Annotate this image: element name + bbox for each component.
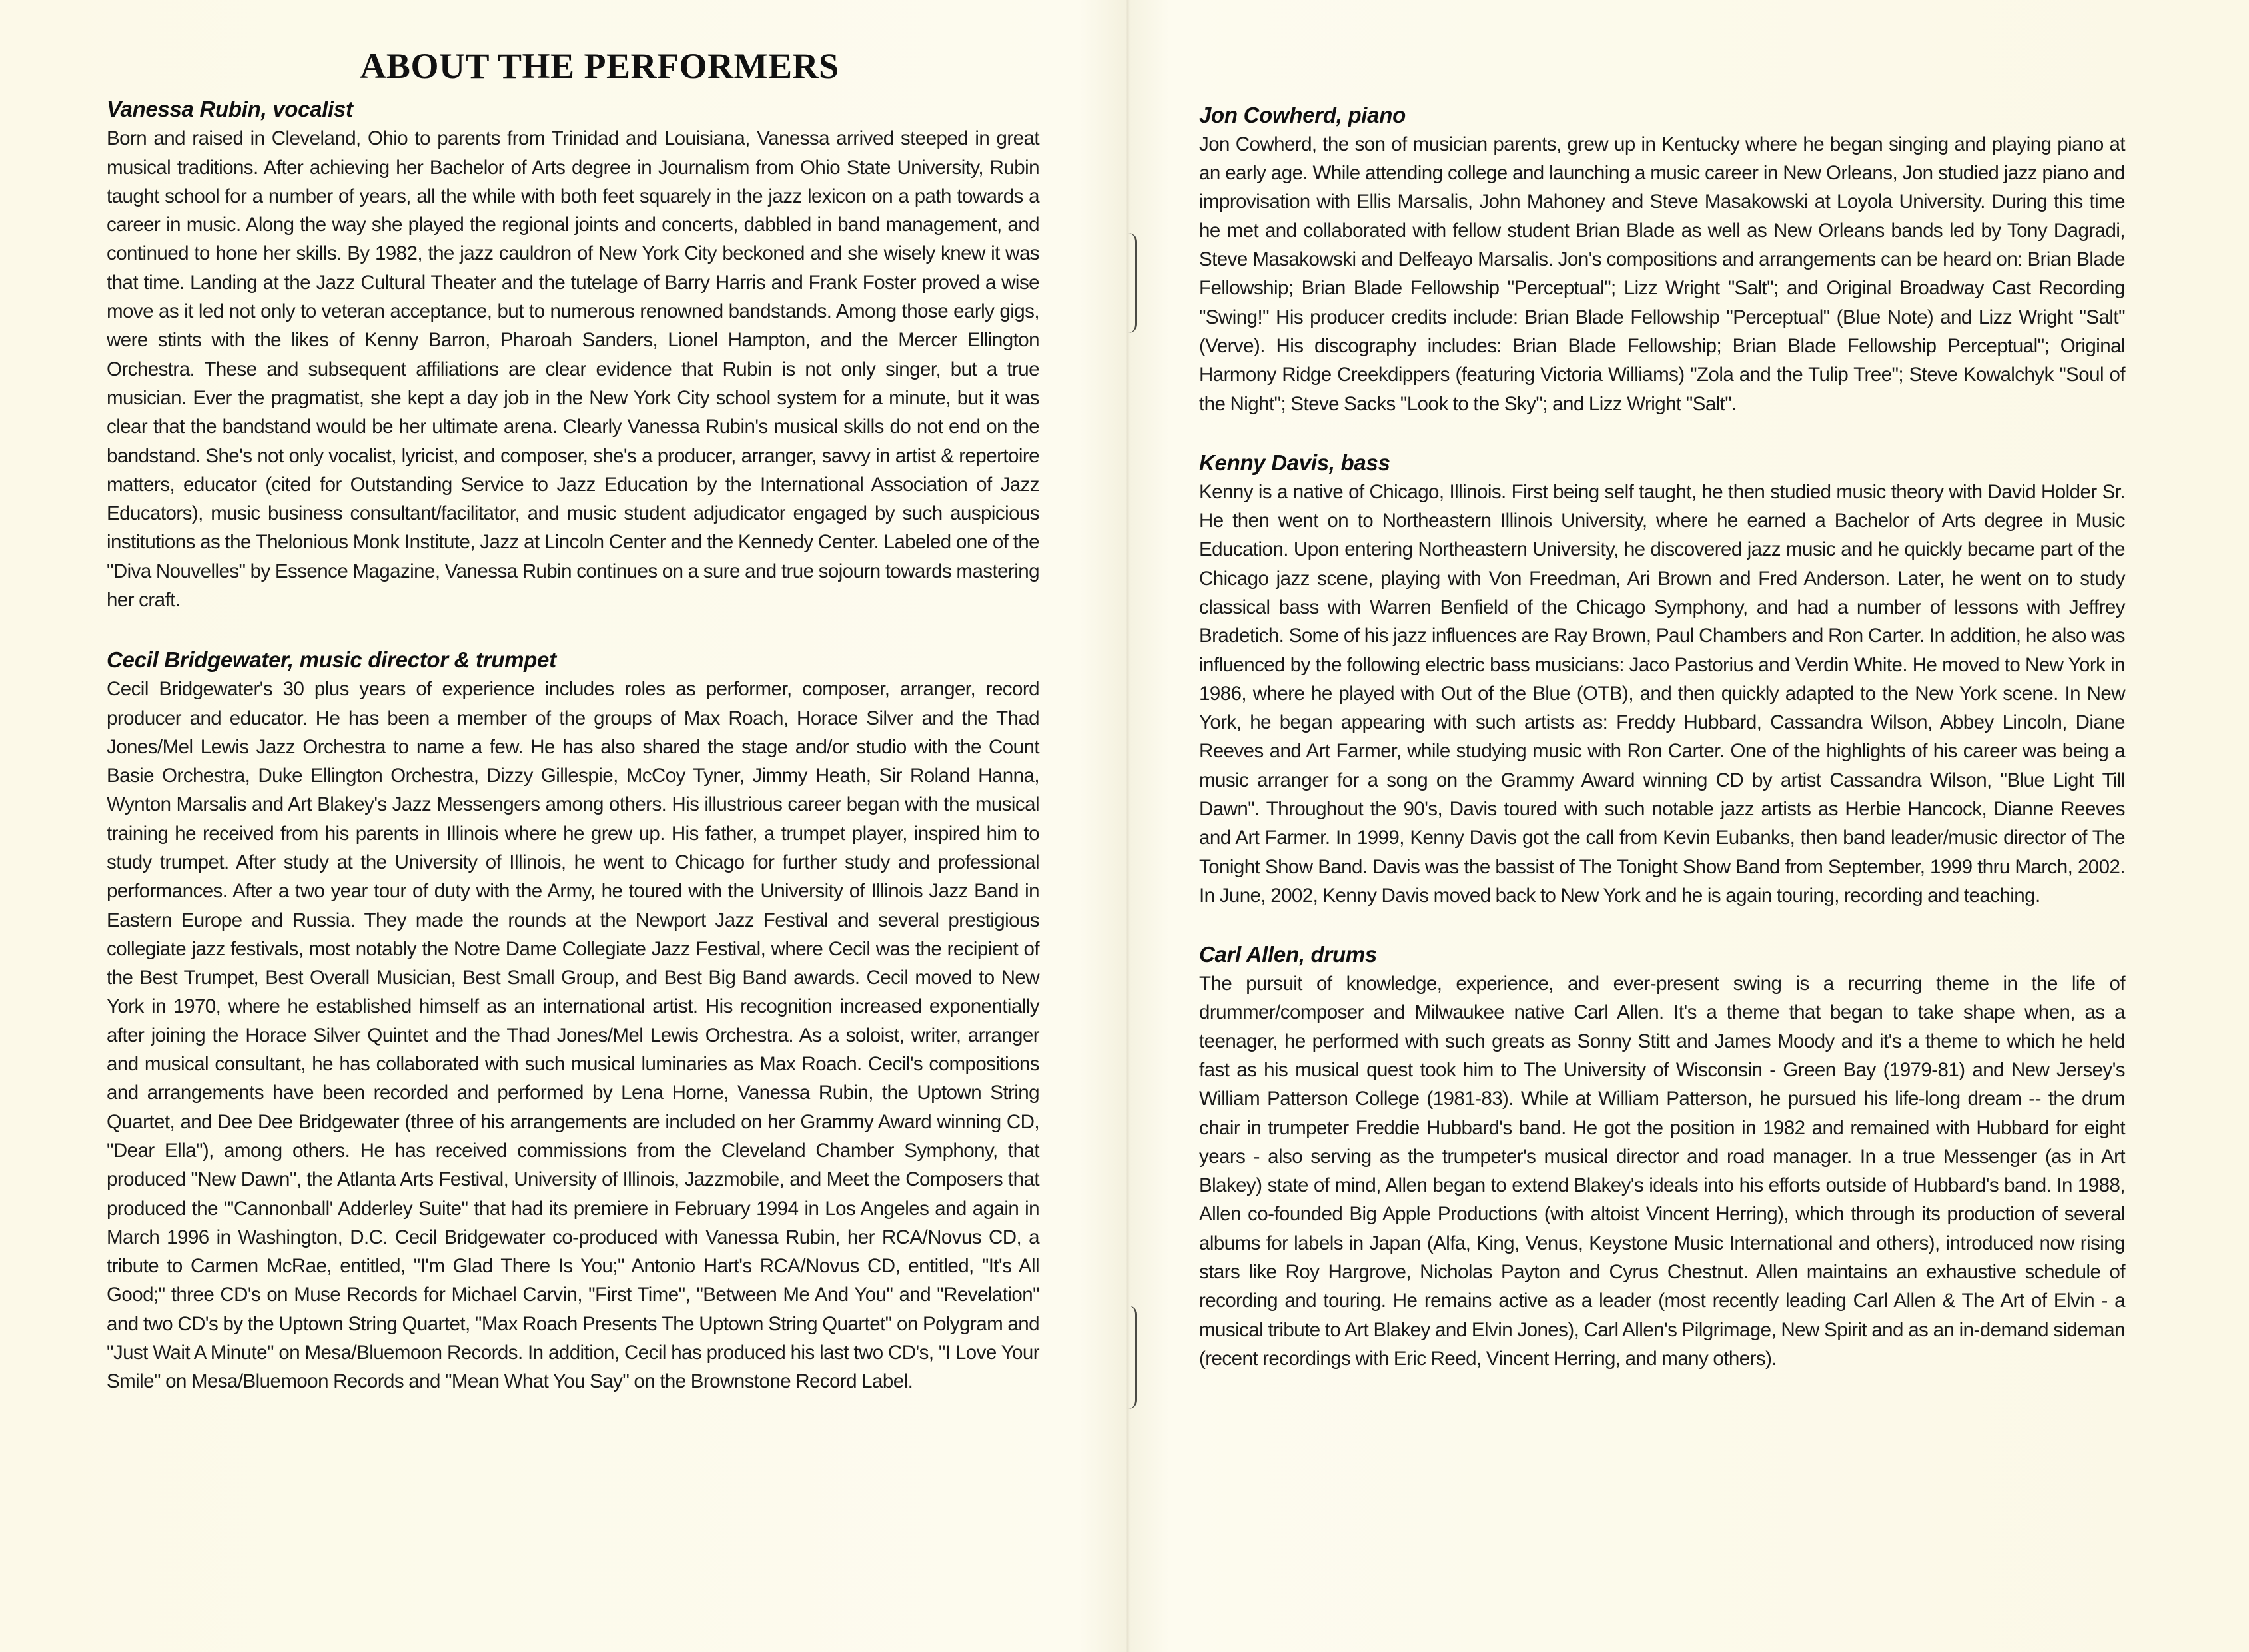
performer-heading: Jon Cowherd, piano — [1199, 103, 1406, 127]
binding-staple-bottom — [1128, 1306, 1137, 1409]
page-title: ABOUT THE PERFORMERS — [360, 46, 839, 86]
performer-bio-jon-cowherd — [1199, 101, 2125, 418]
performer-bio-text: Jon Cowherd, the son of musician parents, grew up in Kentucky where he began singing and playing piano at an early age. While attending college and launching a music career in New Orleans, Jon studied jazz piano and improvisation with Ellis Marsalis, John Mahoney and Steve Masakowski at Loyola University. During this time he met and collaborated with fellow student Brian Blade as well as New Orleans bands led by Tony Dagradi, Steve Masakowski and Delfeayo Marsalis. Jon's compositions and arrangements can be heard on: Brian Blade Fellowship; Brian Blade Fellowship "Perceptual"; Lizz Wright "Salt"; and Original Broadway Cast Recording "Swing!" His producer credits include: Brian Blade Fellowship "Perceptual" (Blue Note) and Lizz Wright "Salt" (Verve). His discography includes: Brian Blade Fellowship; Brian Blade Fellowship Perceptual"; Original Harmony Ridge Creekdippers (featuring Victoria Williams) "Zola and the Tulip Tree"; Steve Kowalchyk "Soul of the Night"; Steve Sacks "Look to the Sky"; and Lizz Wright "Salt". — [1199, 133, 2125, 415]
binding-staple-top — [1128, 233, 1137, 333]
right-page — [1199, 0, 2125, 1373]
performer-bio-text: The pursuit of knowledge, experience, and ever-present swing is a recurring theme in the life of drummer/composer and Milwaukee native Carl Allen. It's a theme that began to take shape when, as a teenager, he performed with such greats as Sonny Stitt and James Moody and it's a theme to which he held fast as his musical quest took him to The University of Wisconsin - Green Bay (1979-81) and New Jersey's William Patterson College (1981-83). While at William Patterson, he pursued his life-long dream -- the drum chair in trumpeter Freddie Hubbard's band. He got the position in 1982 and remained with Hubbard for eight years - also serving as the trumpeter's musical director and road manager. In a true Messenger (as in Art Blakey) state of mind, Allen began to extend Blakey's ideals into his efforts outside of Hubbard's band. In 1988, Allen co-founded Big Apple Productions (with altoist Vincent Herring), which through its production of several albums for labels in Japan (Alfa, King, Venus, Keystone Music International and others), introduced now rising stars like Roy Hargrove, Nicholas Payton and Cyrus Chestnut. Allen maintains an exhaustive schedule of recording and touring. He remains active as a leader (most recently leading Carl Allen & The Art of Elvin - a musical tribute to Art Blakey and Elvin Jones), Carl Allen's Pilgrimage, New Spirit and as an in-demand sideman (recent recordings with Eric Reed, Vincent Herring, and many others). — [1199, 973, 2125, 1370]
left-page — [107, 0, 1039, 1396]
performer-heading: Kenny Davis, bass — [1199, 450, 1390, 475]
performer-heading: Cecil Bridgewater, music director & trumpet — [107, 647, 556, 673]
performer-heading: Vanessa Rubin, vocalist — [107, 97, 353, 122]
performer-bio-text: Kenny is a native of Chicago, Illinois. First being self taught, he then studied music theory with David Holder Sr. He then went on to Northeastern Illinois University, where he earned a Bachelor of Arts degree in Music Education. Upon entering Northeastern University, he discovered jazz music and he quickly became part of the Chicago jazz scene, playing with Von Freedman, Ari Brown and Fred Anderson. Later, he went on to study classical bass with Warren Benfield of the Chicago Symphony, and had a number of lessons with Jeffrey Bradetich. Some of his jazz influences are Ray Brown, Paul Chambers and Ron Carter. In addition, he also was influenced by the following electric bass musicians: Jaco Pastorius and Verdin White. He moved to New York in 1986, where he played with Out of the Blue (OTB), and then quickly adapted to the New York scene. In New York, he began appearing with such artists as: Freddy Hubbard, Cassandra Wilson, Abbey Lincoln, Diane Reeves and Art Farmer, while studying music with Ron Carter. One of the highlights of his career was being a music arranger for a song on the Grammy Award winning CD by artist Cassandra Wilson, "Blue Light Till Dawn". Throughout the 90's, Davis toured with such notable jazz artists as Herbie Hancock, Dianne Reeves and Art Farmer. In 1999, Kenny Davis got the call from Kevin Eubanks, then band leader/music director of The Tonight Show Band. Davis was the bassist of The Tonight Show Band from September, 1999 thru March, 2002. In June, 2002, Kenny Davis moved back to New York and he is again touring, recording and teaching. — [1199, 480, 2125, 907]
performer-heading: Carl Allen, drums — [1199, 942, 1377, 967]
performer-bio-kenny-davis — [1199, 449, 2125, 910]
performer-bio-text: Born and raised in Cleveland, Ohio to parents from Trinidad and Louisiana, Vanessa arrived steeped in great musical traditions. After achieving her Bachelor of Arts degree in Journalism from Ohio State University, Rubin taught school for a number of years, all the while with both feet squarely in the jazz lexicon on a path towards a career in music. Along the way she played the regional joints and concerts, dabbled in band management, and continued to hone her skills. By 1982, the jazz cauldron of New York City beckoned and she wisely knew it was that time. Landing at the Jazz Cultural Theater and the tutelage of Barry Harris and Frank Foster proved a wise move as it led not only to veteran acceptance, but to numerous renowned bandstands. Among those early gigs, were stints with the likes of Kenny Barron, Pharoah Sanders, Lionel Hampton, and the Mercer Ellington Orchestra. These and subsequent affiliations are clear evidence that Rubin is not only singer, but a true musician. Ever the pragmatist, she kept a day job in the New York City school system for a minute, but it was clear that the bandstand would be her ultimate arena. Clearly Vanessa Rubin's musical skills do not end on the bandstand. She's not only vocalist, lyricist, and composer, she's a producer, arranger, savvy in artist & repertoire matters, educator (cited for Outstanding Service to Jazz Education by the International Association of Jazz Educators), music business consultant/facilitator, and music student adjudicator engaged by such auspicious institutions as the Thelonious Monk Institute, Jazz at Lincoln Center and the Kennedy Center. Labeled one of the "Diva Nouvelles" by Essence Magazine, Vanessa Rubin continues on a sure and true sojourn towards mastering her craft. — [107, 127, 1039, 612]
performer-bio-carl-allen — [1199, 941, 2125, 1373]
performer-bio-text: Cecil Bridgewater's 30 plus years of experience includes roles as performer, composer, arranger, record producer and educator. He has been a member of the groups of Max Roach, Horace Silver and the Thad Jones/Mel Lewis Jazz Orchestra to name a few. He has also shared the stage and/or studio with the Count Basie Orchestra, Duke Ellington Orchestra, Dizzy Gillespie, McCoy Tyner, Jimmy Heath, Sir Roland Hanna, Wynton Marsalis and Art Blakey's Jazz Messengers among others. His illustrious career began with the musical training he received from his parents in Illinois where he grew up. His father, a trumpet player, inspired him to study trumpet. After study at the University of Illinois, he went to Chicago for further study and professional performances. After a two year tour of duty with the Army, he toured with the University of Illinois Jazz Band in Eastern Europe and Russia. They made the rounds at the Newport Jazz Festival and several prestigious collegiate jazz festivals, most notably the Notre Dame Collegiate Jazz Festival, where Cecil was the recipient of the Best Trumpet, Best Overall Musician, Best Small Group, and Best Big Band awards. Cecil moved to New York in 1970, where he established himself as an international artist. His recognition increased exponentially after joining the Horace Silver Quintet and the Thad Jones/Mel Lewis Orchestra. As a soloist, writer, arranger and musical consultant, he has collaborated with such musical luminaries as Max Roach. Cecil's compositions and arrangements have been recorded and performed by Lena Horne, Vanessa Rubin, the Uptown String Quartet, and Dee Dee Bridgewater (three of his arrangements are included on her Grammy Award winning CD, "Dear Ella"), among others. He has received commissions from the Cleveland Chamber Symphony, that produced "New Dawn", the Atlanta Arts Festival, University of Illinois, Jazzmobile, and Meet the Composers that produced the "'Cannonball' Adderley Suite" that had its premiere in February 1994 in Los Angeles and again in March 1996 in Washington, D.C. Cecil Bridgewater co-produced with Vanessa Rubin, her RCA/Novus CD, a tribute to Carmen McRae, entitled, "I'm Glad There Is You;" Antonio Hart's RCA/Novus CD, entitled, "It's All Good;" three CD's on Muse Records for Michael Carvin, "First Time", "Between Me And You" and "Revelation" and two CD's by the Uptown String Quartet, "Max Roach Presents The Uptown String Quartet" on Polygram and "Just Wait A Minute" on Mesa/Bluemoon Records. In addition, Cecil has produced his last two CD's, "I Love Your Smile" on Mesa/Bluemoon Records and "Mean What You Say" on the Brownstone Record Label. — [107, 678, 1039, 1393]
performer-bio-cecil-bridgewater — [107, 646, 1039, 1396]
performer-bio-vanessa-rubin — [107, 95, 1039, 614]
